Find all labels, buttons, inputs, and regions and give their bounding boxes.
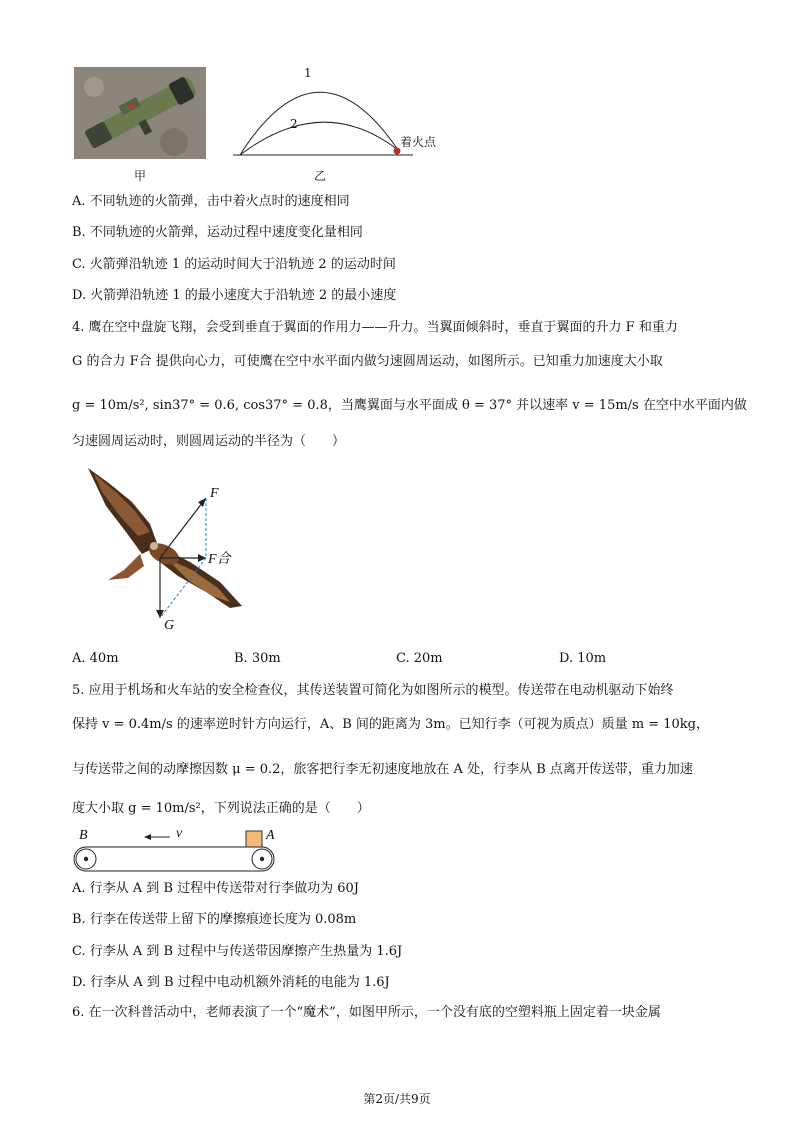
eagle-force-diagram (80, 462, 260, 634)
trajectory1-label: 1 (304, 66, 312, 80)
diagram-caption: 乙 (314, 169, 327, 183)
q5-option-b: B. 行李在传送带上留下的摩擦痕迹长度为 0.08m (72, 912, 357, 927)
label-F-he: F合 (208, 552, 231, 567)
page-footer: 第2页/共9页 (363, 1092, 431, 1106)
q4-option-d: D. 10m (559, 651, 607, 666)
q5-option-c: C. 行李从 A 到 B 过程中与传送带因摩擦产生热量为 1.6J (72, 944, 403, 959)
q5-option-d: D. 行李从 A 到 B 过程中电动机额外消耗的电能为 1.6J (72, 975, 390, 990)
q4-option-b: B. 30m (234, 651, 281, 666)
trajectory-1 (240, 92, 398, 155)
label-A: A (266, 828, 275, 843)
trajectory2-label: 2 (290, 117, 298, 131)
impact-label: 着火点 (400, 135, 437, 149)
q5-text-line2: 保持 v = 0.4m/s 的速率逆时针方向运行，A、B 间的距离为 3m。已知行李（可视为质点）质量 m = 10kg， (72, 717, 709, 732)
q5-text-line4: 度大小取 g = 10m/s²，下列说法正确的是（ ） (72, 801, 370, 816)
photo-caption: 甲 (134, 169, 147, 183)
q4-options (72, 651, 732, 669)
q3-option-a: A. 不同轨迹的火箭弹，击中着火点时的速度相同 (72, 194, 350, 209)
q3-option-d: D. 火箭弹沿轨迹 1 的最小速度大于沿轨迹 2 的最小速度 (72, 288, 397, 303)
lift-arrow (160, 498, 206, 558)
package-box (246, 831, 262, 847)
rocket-launcher-photo (74, 67, 206, 159)
trajectory-2 (240, 122, 398, 155)
q5-option-a: A. 行李从 A 到 B 过程中传送带对行李做功为 60J (72, 881, 360, 896)
q4-text-line2: G 的合力 F合 提供向心力，可使鹰在空中水平面内做匀速圆周运动，如图所示。已知重力加速度大小取 (72, 354, 663, 369)
q3-option-c: C. 火箭弹沿轨迹 1 的运动时间大于沿轨迹 2 的运动时间 (72, 257, 396, 272)
label-v: v (176, 826, 183, 841)
q5-text-line3: 与传送带之间的动摩擦因数 μ = 0.2，旅客把行李无初速度地放在 A 处，行李从 B 点离开传送带，重力加速 (72, 762, 693, 777)
q4-option-a: A. 40m (72, 651, 119, 666)
label-G: G (164, 618, 175, 633)
q5-text-line1: 5. 应用于机场和火车站的安全检查仪，其传送装置可简化为如图所示的模型。传送带在电动机驱动下始终 (72, 683, 674, 698)
q6-text-line1: 6. 在一次科普活动中，老师表演了一个“魔术”，如图甲所示，一个没有底的空塑料瓶上固定着一块金属 (72, 1005, 661, 1020)
conveyor-diagram (70, 826, 280, 876)
rocket-launcher-drawing (74, 67, 206, 159)
label-B: B (79, 828, 88, 843)
q3-option-b: B. 不同轨迹的火箭弹，运动过程中速度变化量相同 (72, 225, 363, 240)
q4-option-c: C. 20m (396, 651, 443, 666)
q4-text-line3: g = 10m/s², sin37° = 0.6, cos37° = 0.8，当鹰翼面与水平面成 θ = 37° 并以速率 v = 15m/s 在空中水平面内做 (72, 398, 747, 413)
label-F: F (210, 486, 219, 501)
q4-text-line4: 匀速圆周运动时，则圆周运动的半径为（ ） (72, 434, 346, 449)
q4-text-line1: 4. 鹰在空中盘旋飞翔，会受到垂直于翼面的作用力——升力。当翼面倾斜时，垂直于翼面的升力 F 和重力 (72, 320, 678, 335)
